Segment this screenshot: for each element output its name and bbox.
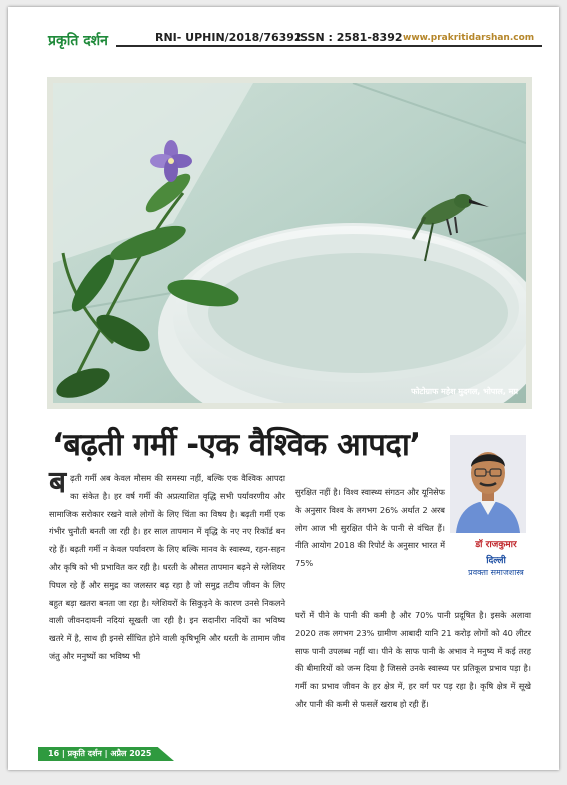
rni-number: RNI- UPHIN/2018/76392: [155, 31, 302, 44]
drop-cap: ब: [49, 465, 67, 500]
author-city: दिल्ली: [486, 556, 506, 566]
brand-logo: प्रकृति दर्शन: [48, 33, 108, 49]
article-title: ‘बढ़ती गर्मी -एक वैश्विक आपदा’: [52, 427, 421, 463]
article-column-2-bottom: घरों में पीने के पानी की कमी है और 70% पानी प्रदूषित है। इसके अलावा 2020 तक लगभग 23% ग्रामीण आबादी यानि 21 करोड़ लोगों को 40 लीटर साफ पानी उपलब्ध नहीं था। पीने के साफ पानी के अभाव ने मनुष्य में कई तरह की बीमारियों को जन्म दिया है जिससे उनके स्वास्थ्य पर प्रतिकूल प्रभाव पड़ा है। गर्मी का प्रभाव जीवन के हर क्षेत्र में, हर वर्ग पर पड़ रहा है। कृषि क्षेत्र में सूखे और पानी की कमी से फसलें खराब हो रही हैं।: [295, 610, 531, 709]
article-column-2-top: सुरक्षित नहीं है। विश्व स्वास्थ्य संगठन और यूनिसेफ के अनुसार विश्व के लगभग 26% अर्थात 2 अरब लोग आज भी सुरक्षित पीने के पानी से वंचित हैं। नीति आयोग 2018 की रिपोर्ट के अनुसार भारत में 75%: [295, 487, 445, 569]
footer-text: 16 | प्रकृति दर्शन | अप्रैल 2025: [48, 749, 152, 758]
issn-number: ISSN : 2581-8392: [296, 31, 403, 44]
feature-photo: [47, 77, 532, 409]
author-name: डॉ राजकुमार: [475, 540, 517, 550]
article-column-1: [49, 465, 285, 666]
magazine-page: [8, 7, 559, 770]
header-rule: [116, 45, 542, 47]
page-header: [8, 7, 559, 59]
author-photo: [450, 435, 526, 533]
bird-drinking-photo: [53, 83, 526, 403]
photo-caption: फोटोग्राफ महेश मुदगल, भोपाल, मप्र: [411, 387, 518, 396]
website-link[interactable]: www.prakritidarshan.com: [403, 33, 535, 43]
author-role: प्रवक्ता समाजशास्त्र: [468, 568, 524, 577]
column-1-text: ढ़ती गर्मी अब केवल मौसम की समस्या नहीं, बल्कि एक वैश्विक आपदा का संकेत है। हर वर्ष गर्मी की अप्रत्याशित वृद्धि सभी पर्यावरणीय और सामाजिक सरोकार रखने वाले लोगों के लिए चिंता का विषय है। बढ़ती गर्मी एक गंभीर चुनौती बनती जा रही है। हर साल तापमान में वृद्धि के नए नए रिकॉर्ड बन रहे हैं। बढ़ती गर्मी न केवल पर्यावरण के लिए बल्कि मानव के स्वास्थ्य, रहन-सहन और कृषि को भी प्रभावित कर रही है। धरती के औसत तापमान बढ़ने से ग्लेशियर पिघल रहे हैं और समुद्र का जलस्तर बढ़ रहा है जो समुद्र तटीय जीवन के लिए बहुत बड़ा खतरा बनता जा रहा है। ग्लेशियरों के सिकुड़ने के कारण उनसे निकलने वाली जीवनदायनी नदियां सूखती जा रही है। इन सदानीरा नदियों का भविष्य खतरे में है, साथ ही इनसे सींचित होने वाली कृषिभूमि और धरती के तामाम जीव जंतु और मनुष्यों का भविष्य भी: [49, 473, 285, 661]
